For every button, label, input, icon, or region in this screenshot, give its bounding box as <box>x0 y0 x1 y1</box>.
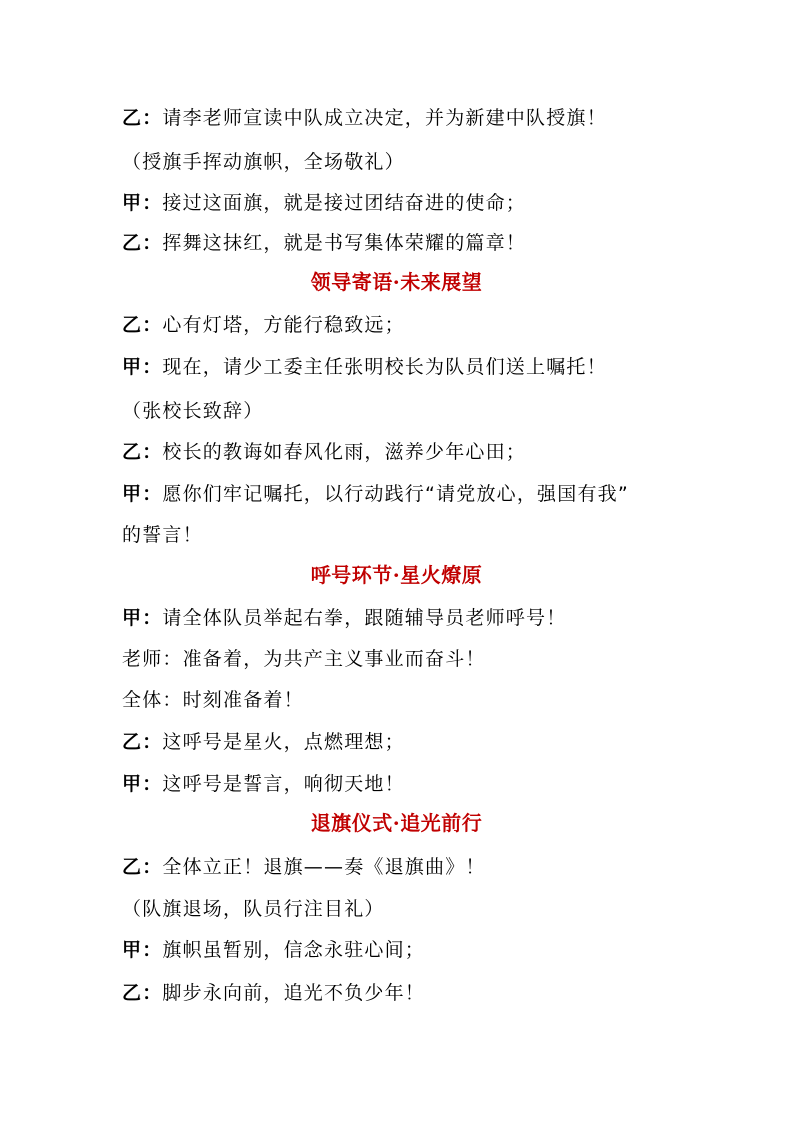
script-line <box>122 730 703 754</box>
line-text: 旗帜虽暂别，信念永驻心间； <box>162 939 426 961</box>
script-line <box>122 106 703 130</box>
script-line <box>122 191 703 215</box>
speaker-label: 乙： <box>122 314 163 336</box>
line-text: 脚步永向前，追光不负少年！ <box>162 982 426 1004</box>
speaker-label: 乙： <box>122 982 163 1004</box>
speaker-label: 全体： <box>122 689 183 711</box>
speaker-label: 乙： <box>122 107 163 129</box>
section-heading: 领导寄语·未来展望 <box>310 270 483 294</box>
line-text: （张校长致辞） <box>122 400 264 422</box>
speaker-label: 甲： <box>122 773 163 795</box>
line-text: 时刻准备着！ <box>182 689 304 711</box>
script-line <box>122 772 703 796</box>
line-text: 请李老师宣读中队成立决定，并为新建中队授旗！ <box>162 107 607 129</box>
stage-direction <box>122 897 703 921</box>
line-text: 这呼号是誓言，响彻天地！ <box>162 773 405 795</box>
speaker-label: 乙： <box>122 232 163 254</box>
script-line <box>122 231 703 255</box>
script-line <box>122 440 703 464</box>
script-line <box>122 855 703 879</box>
speaker-label: 乙： <box>122 856 163 878</box>
section-heading: 退旗仪式·追光前行 <box>310 811 483 835</box>
script-line <box>122 647 703 671</box>
script-line <box>122 355 703 379</box>
speaker-label: 乙： <box>122 731 163 753</box>
line-text: 的誓言！ <box>122 524 203 546</box>
line-text: 心有灯塔，方能行稳致远； <box>162 314 405 336</box>
line-text: （队旗退场，队员行注目礼） <box>122 898 385 920</box>
line-text: 准备着，为共产主义事业而奋斗！ <box>182 648 486 670</box>
stage-direction <box>122 399 703 423</box>
line-text: 挥舞这抹红，就是书写集体荣耀的篇章！ <box>162 232 527 254</box>
script-line <box>122 482 703 506</box>
line-text: 请全体队员举起右拳，跟随辅导员老师呼号！ <box>162 607 567 629</box>
section-heading: 呼号环节·星火燎原 <box>310 563 483 587</box>
speaker-label: 乙： <box>122 441 163 463</box>
speaker-label: 甲： <box>122 939 163 961</box>
script-line-continuation <box>122 523 703 547</box>
script-line <box>122 981 703 1005</box>
speaker-label: 甲： <box>122 607 163 629</box>
speaker-label: 老师： <box>122 648 183 670</box>
script-line <box>122 688 703 712</box>
script-line <box>122 606 703 630</box>
line-text: 全体立正！退旗——奏《退旗曲》！ <box>162 856 486 878</box>
line-text: （授旗手挥动旗帜，全场敬礼） <box>122 151 405 173</box>
script-line <box>122 938 703 962</box>
line-text: 接过这面旗，就是接过团结奋进的使命； <box>162 192 527 214</box>
speaker-label: 甲： <box>122 356 163 378</box>
line-text: 这呼号是星火，点燃理想； <box>162 731 405 753</box>
speaker-label: 甲： <box>122 192 163 214</box>
script-line <box>122 313 703 337</box>
line-text: 校长的教诲如春风化雨，滋养少年心田； <box>162 441 527 463</box>
line-text: 现在，请少工委主任张明校长为队员们送上嘱托！ <box>162 356 607 378</box>
line-text: 愿你们牢记嘱托，以行动践行“请党放心，强国有我” <box>162 483 629 505</box>
stage-direction <box>122 150 703 174</box>
speaker-label: 甲： <box>122 483 163 505</box>
